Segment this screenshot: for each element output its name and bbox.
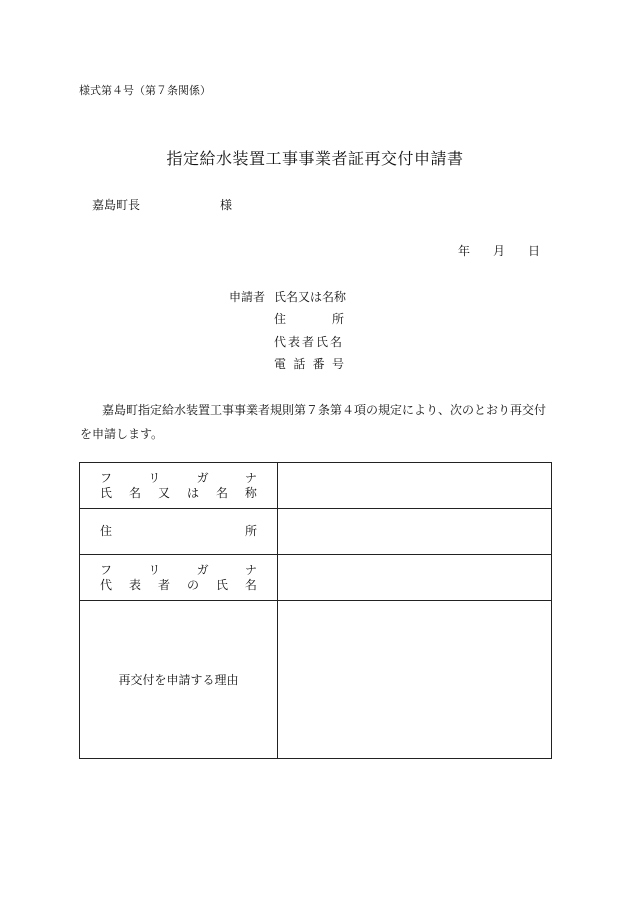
name-label bbox=[100, 486, 257, 501]
label-char: 所 bbox=[244, 524, 257, 538]
page-title: 指定給水装置工事事業者証再交付申請書 bbox=[166, 149, 464, 168]
address-value-cell[interactable] bbox=[278, 509, 552, 555]
applicant-phone-label bbox=[274, 355, 344, 372]
label-char: 話 bbox=[293, 357, 306, 371]
date-month-label: 月 bbox=[493, 244, 506, 258]
reason-label-cell bbox=[80, 601, 278, 759]
label-char: の bbox=[186, 577, 199, 592]
label-char: ナ bbox=[244, 470, 257, 485]
application-statement: 嘉島町指定給水装置工事事業者規則第７条第４項の規定により、次のとおり再交付を申請します。 bbox=[80, 403, 547, 441]
name-value-cell[interactable] bbox=[278, 463, 552, 509]
applicant-label: 申請者 bbox=[229, 290, 266, 304]
label-char: 所 bbox=[331, 312, 344, 326]
representative-label bbox=[100, 578, 257, 593]
label-char: 氏 bbox=[215, 577, 228, 592]
label-char: 称 bbox=[244, 485, 257, 500]
label-char: 住 bbox=[274, 312, 287, 326]
applicant-address-label bbox=[274, 310, 344, 327]
label-char: は bbox=[186, 485, 199, 500]
reason-label: 再交付を申請する理由 bbox=[118, 673, 239, 687]
representative-label-cell bbox=[80, 555, 278, 601]
application-table bbox=[79, 462, 552, 759]
label-char: ガ bbox=[196, 562, 209, 577]
table-row bbox=[80, 601, 552, 759]
label-char: 代 bbox=[100, 577, 113, 592]
label-char: リ bbox=[148, 470, 161, 485]
furigana-label bbox=[100, 471, 257, 486]
addressee-name: 嘉島町長 bbox=[92, 198, 141, 212]
label-char: 号 bbox=[331, 357, 344, 371]
label-char: ガ bbox=[196, 470, 209, 485]
furigana-label bbox=[100, 563, 257, 578]
applicant-representative-label: 代表者氏名 bbox=[274, 335, 345, 349]
table-row bbox=[80, 463, 552, 509]
label-char: 者 bbox=[157, 577, 170, 592]
label-char: 住 bbox=[100, 524, 113, 538]
form-number: 様式第４号（第７条関係） bbox=[79, 84, 211, 97]
date-day-label: 日 bbox=[528, 244, 541, 258]
label-char: 名 bbox=[128, 485, 141, 500]
reason-value-cell[interactable] bbox=[278, 601, 552, 759]
label-char: リ bbox=[148, 562, 161, 577]
name-label-cell bbox=[80, 463, 278, 509]
addressee-suffix: 様 bbox=[220, 198, 233, 212]
representative-value-cell[interactable] bbox=[278, 555, 552, 601]
label-char: フ bbox=[100, 562, 113, 577]
address-label bbox=[100, 524, 257, 539]
table-row bbox=[80, 555, 552, 601]
table-row bbox=[80, 509, 552, 555]
label-char: 表 bbox=[128, 577, 141, 592]
label-char: 名 bbox=[215, 485, 228, 500]
label-char: 電 bbox=[274, 357, 287, 371]
label-char: 氏 bbox=[100, 485, 113, 500]
label-char: ナ bbox=[244, 562, 257, 577]
label-char: フ bbox=[100, 470, 113, 485]
date-year-label: 年 bbox=[458, 244, 471, 258]
address-label-cell bbox=[80, 509, 278, 555]
label-char: 又 bbox=[157, 485, 170, 500]
label-char: 番 bbox=[312, 357, 325, 371]
applicant-name-label: 氏名又は名称 bbox=[274, 290, 347, 304]
label-char: 名 bbox=[244, 577, 257, 592]
